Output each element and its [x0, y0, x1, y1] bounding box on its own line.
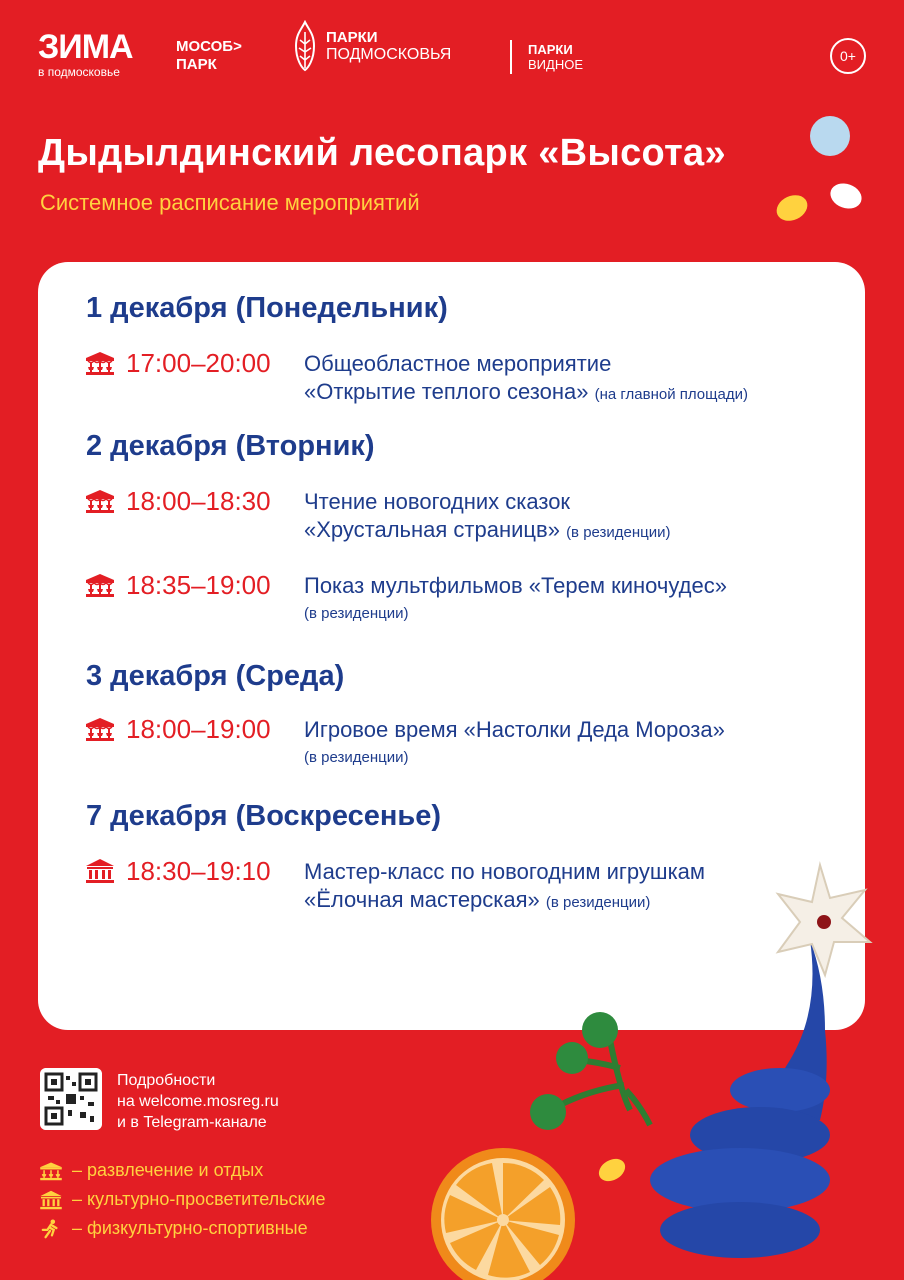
event-time: 17:00–20:00	[126, 348, 271, 378]
zima-logo-text: ЗИМА	[38, 28, 133, 66]
event-description	[304, 716, 725, 772]
event-description	[304, 350, 748, 409]
header-divider	[510, 40, 512, 74]
page-title: Дыдылдинский лесопарк «Высота»	[38, 132, 726, 174]
event-title: Игровое время «Настолки Деда Мороза»	[304, 717, 725, 742]
legend-label: – развлечение и отдых	[72, 1160, 264, 1180]
carousel-icon	[84, 572, 116, 598]
event-location: (в резиденции)	[304, 749, 409, 766]
runner-icon	[38, 1219, 64, 1239]
parki-logo-line2: ПОДМОСКОВЬЯ	[326, 45, 452, 63]
footer-info-link[interactable]: на welcome.mosreg.ru	[117, 1093, 279, 1110]
mosobpark-logo	[176, 38, 242, 74]
event-subtitle: «Ёлочная мастерская»	[304, 887, 540, 912]
legend-label: – культурно-просветительские	[72, 1189, 326, 1209]
carousel-icon	[84, 488, 116, 514]
event-time: 18:00–18:30	[126, 486, 271, 516]
footer-info	[117, 1070, 279, 1133]
museum-icon	[38, 1190, 64, 1210]
parki-podmoskovya-logo	[290, 20, 451, 72]
mosobpark-logo-line2: ПАРК	[176, 56, 217, 73]
header	[38, 28, 866, 84]
day-heading: 3 декабря (Среда)	[86, 660, 345, 692]
orange-slice-illustration	[428, 1145, 578, 1280]
event-title: Показ мультфильмов «Терем киночудес»	[304, 573, 727, 598]
event-title: Мастер-класс по новогодним игрушкам	[304, 859, 706, 884]
age-rating-badge: 0+	[830, 38, 866, 74]
day-heading: 2 декабря (Вторник)	[86, 430, 375, 462]
carousel-icon	[38, 1161, 64, 1181]
decorative-dots	[770, 110, 880, 230]
qr-code[interactable]	[40, 1068, 102, 1130]
event-subtitle: «Открытие теплого сезона»	[304, 379, 589, 404]
event-description	[304, 572, 727, 628]
legend-item	[38, 1160, 263, 1181]
mosobpark-logo-line1: МОСОБ>	[176, 38, 242, 55]
event-time: 18:35–19:00	[126, 570, 271, 600]
event-location: (в резиденции)	[545, 894, 651, 911]
legend-label: – физкультурно-спортивные	[72, 1218, 308, 1238]
museum-icon	[84, 858, 116, 884]
event-location: (в резиденции)	[304, 605, 409, 622]
footer-info-line: Подробности	[117, 1072, 216, 1089]
event-time: 18:30–19:10	[126, 856, 271, 886]
day-heading: 1 декабря (Понедельник)	[86, 292, 448, 324]
carousel-icon	[84, 716, 116, 742]
legend-item	[38, 1189, 326, 1210]
leaf-icon	[290, 20, 320, 72]
event-description	[304, 488, 671, 547]
footer-info-line: и в Telegram-канале	[117, 1114, 267, 1131]
vidnoe-logo-line2: ВИДНОЕ	[528, 57, 583, 72]
event-time: 18:00–19:00	[126, 714, 271, 744]
parki-vidnoe-logo	[528, 42, 583, 72]
day-heading: 7 декабря (Воскресенье)	[86, 800, 442, 832]
carousel-icon	[84, 350, 116, 376]
event-location: (на главной площади)	[594, 386, 748, 403]
page-subtitle: Системное расписание мероприятий	[40, 190, 420, 215]
parki-logo-line1: ПАРКИ	[326, 28, 378, 46]
event-title: Общеобластное мероприятие	[304, 351, 612, 376]
event-title: Чтение новогодних сказок	[304, 489, 571, 514]
event-location: (в резиденции)	[566, 524, 671, 541]
vidnoe-logo-line1: ПАРКИ	[528, 42, 573, 57]
legend-item	[38, 1218, 308, 1239]
zima-logo	[38, 30, 133, 79]
zima-logo-subtext: в подмосковье	[38, 65, 120, 79]
event-subtitle: «Хрустальная страницв»	[304, 517, 560, 542]
